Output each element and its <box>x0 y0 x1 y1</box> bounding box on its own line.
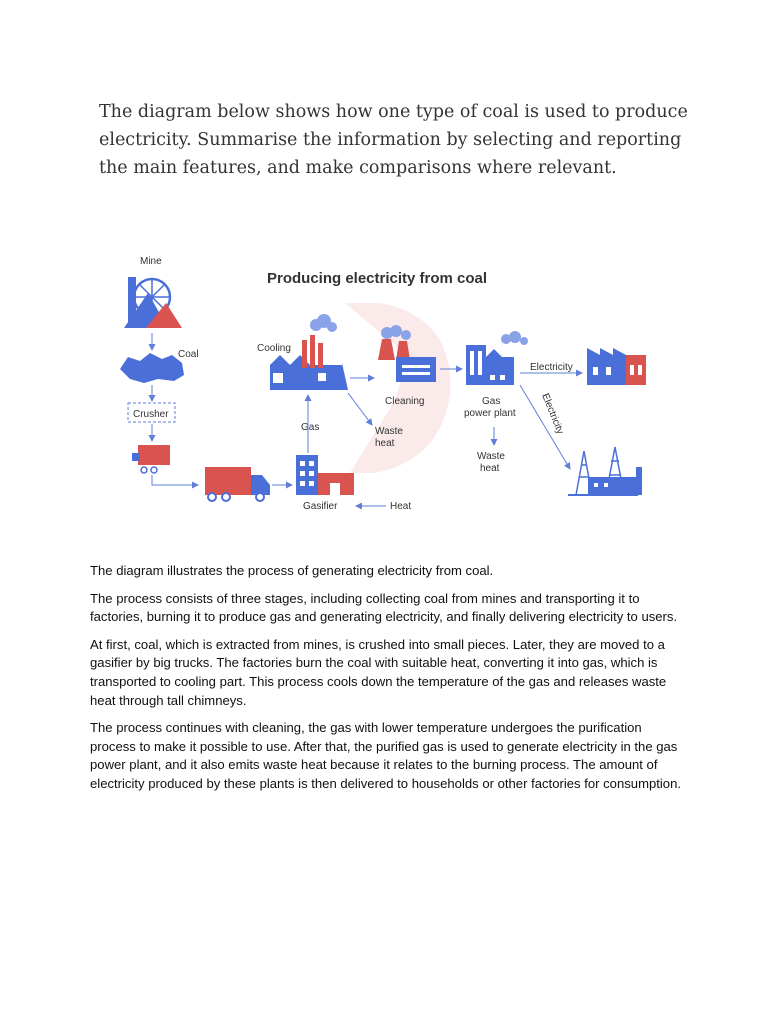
label-electricity-1: Electricity <box>530 362 573 373</box>
label-gasifier: Gasifier <box>303 501 338 512</box>
diagram-title: Producing electricity from coal <box>267 270 488 287</box>
label-electricity-2: Electricity <box>539 392 566 436</box>
label-gas-plant-a: Gas <box>482 396 501 407</box>
label-gas: Gas <box>301 422 320 433</box>
task-prompt: The diagram below shows how one type of coal is used to produce electricity. Summarise the information by selecting and reporting the main features, and make comparisons where relevant. <box>99 102 688 178</box>
label-mine: Mine <box>140 256 162 267</box>
label-waste-heat-2b: heat <box>480 463 500 474</box>
essay-paragraph: The diagram illustrates the process of generating electricity from coal. <box>90 563 494 578</box>
coal-electricity-diagram <box>110 245 655 525</box>
label-cooling: Cooling <box>257 343 291 354</box>
label-waste-heat-1b: heat <box>375 438 395 449</box>
essay-paragraph: The process consists of three stages, including collecting coal from mines and transporting it to factories, burning it to produce gas and generating electricity, and finally delivering electricity to users. <box>90 590 678 625</box>
essay-paragraph: The process continues with cleaning, the gas with lower temperature undergoes the purification process to make it possible to use. After that, the purified gas is used to generate electricity in the gas power plant, and it also emits waste heat because it relates to the burning process. The amount of electricity produced by these plants is then delivered to households or other factories for consumption. <box>90 720 682 791</box>
mine-icon <box>124 277 182 328</box>
essay-paragraph: At first, coal, which is extracted from mines, is crushed into small pieces. Later, they are moved to a gasifier by big trucks. The factories burn the coal with suitable heat, converting it into gas, which is transported to cooling part. This process cools down the temperature of the gas and releases waste heat through tall chimneys. <box>90 636 667 708</box>
pylons-factory-icon <box>568 447 642 496</box>
label-crusher: Crusher <box>133 409 169 420</box>
gas-power-plant-icon <box>466 331 528 385</box>
label-waste-heat-1a: Waste <box>375 426 403 437</box>
label-coal: Coal <box>178 349 199 360</box>
truck-icon <box>205 467 270 501</box>
gasifier-icon <box>296 455 354 495</box>
label-waste-heat-2a: Waste <box>477 451 505 462</box>
crusher-machine-icon <box>132 445 170 473</box>
essay-body <box>90 562 690 803</box>
label-cleaning: Cleaning <box>385 396 425 407</box>
label-heat: Heat <box>390 501 412 512</box>
label-gas-plant-b: power plant <box>464 408 516 419</box>
houses-icon <box>587 348 646 385</box>
coal-icon <box>120 353 184 383</box>
